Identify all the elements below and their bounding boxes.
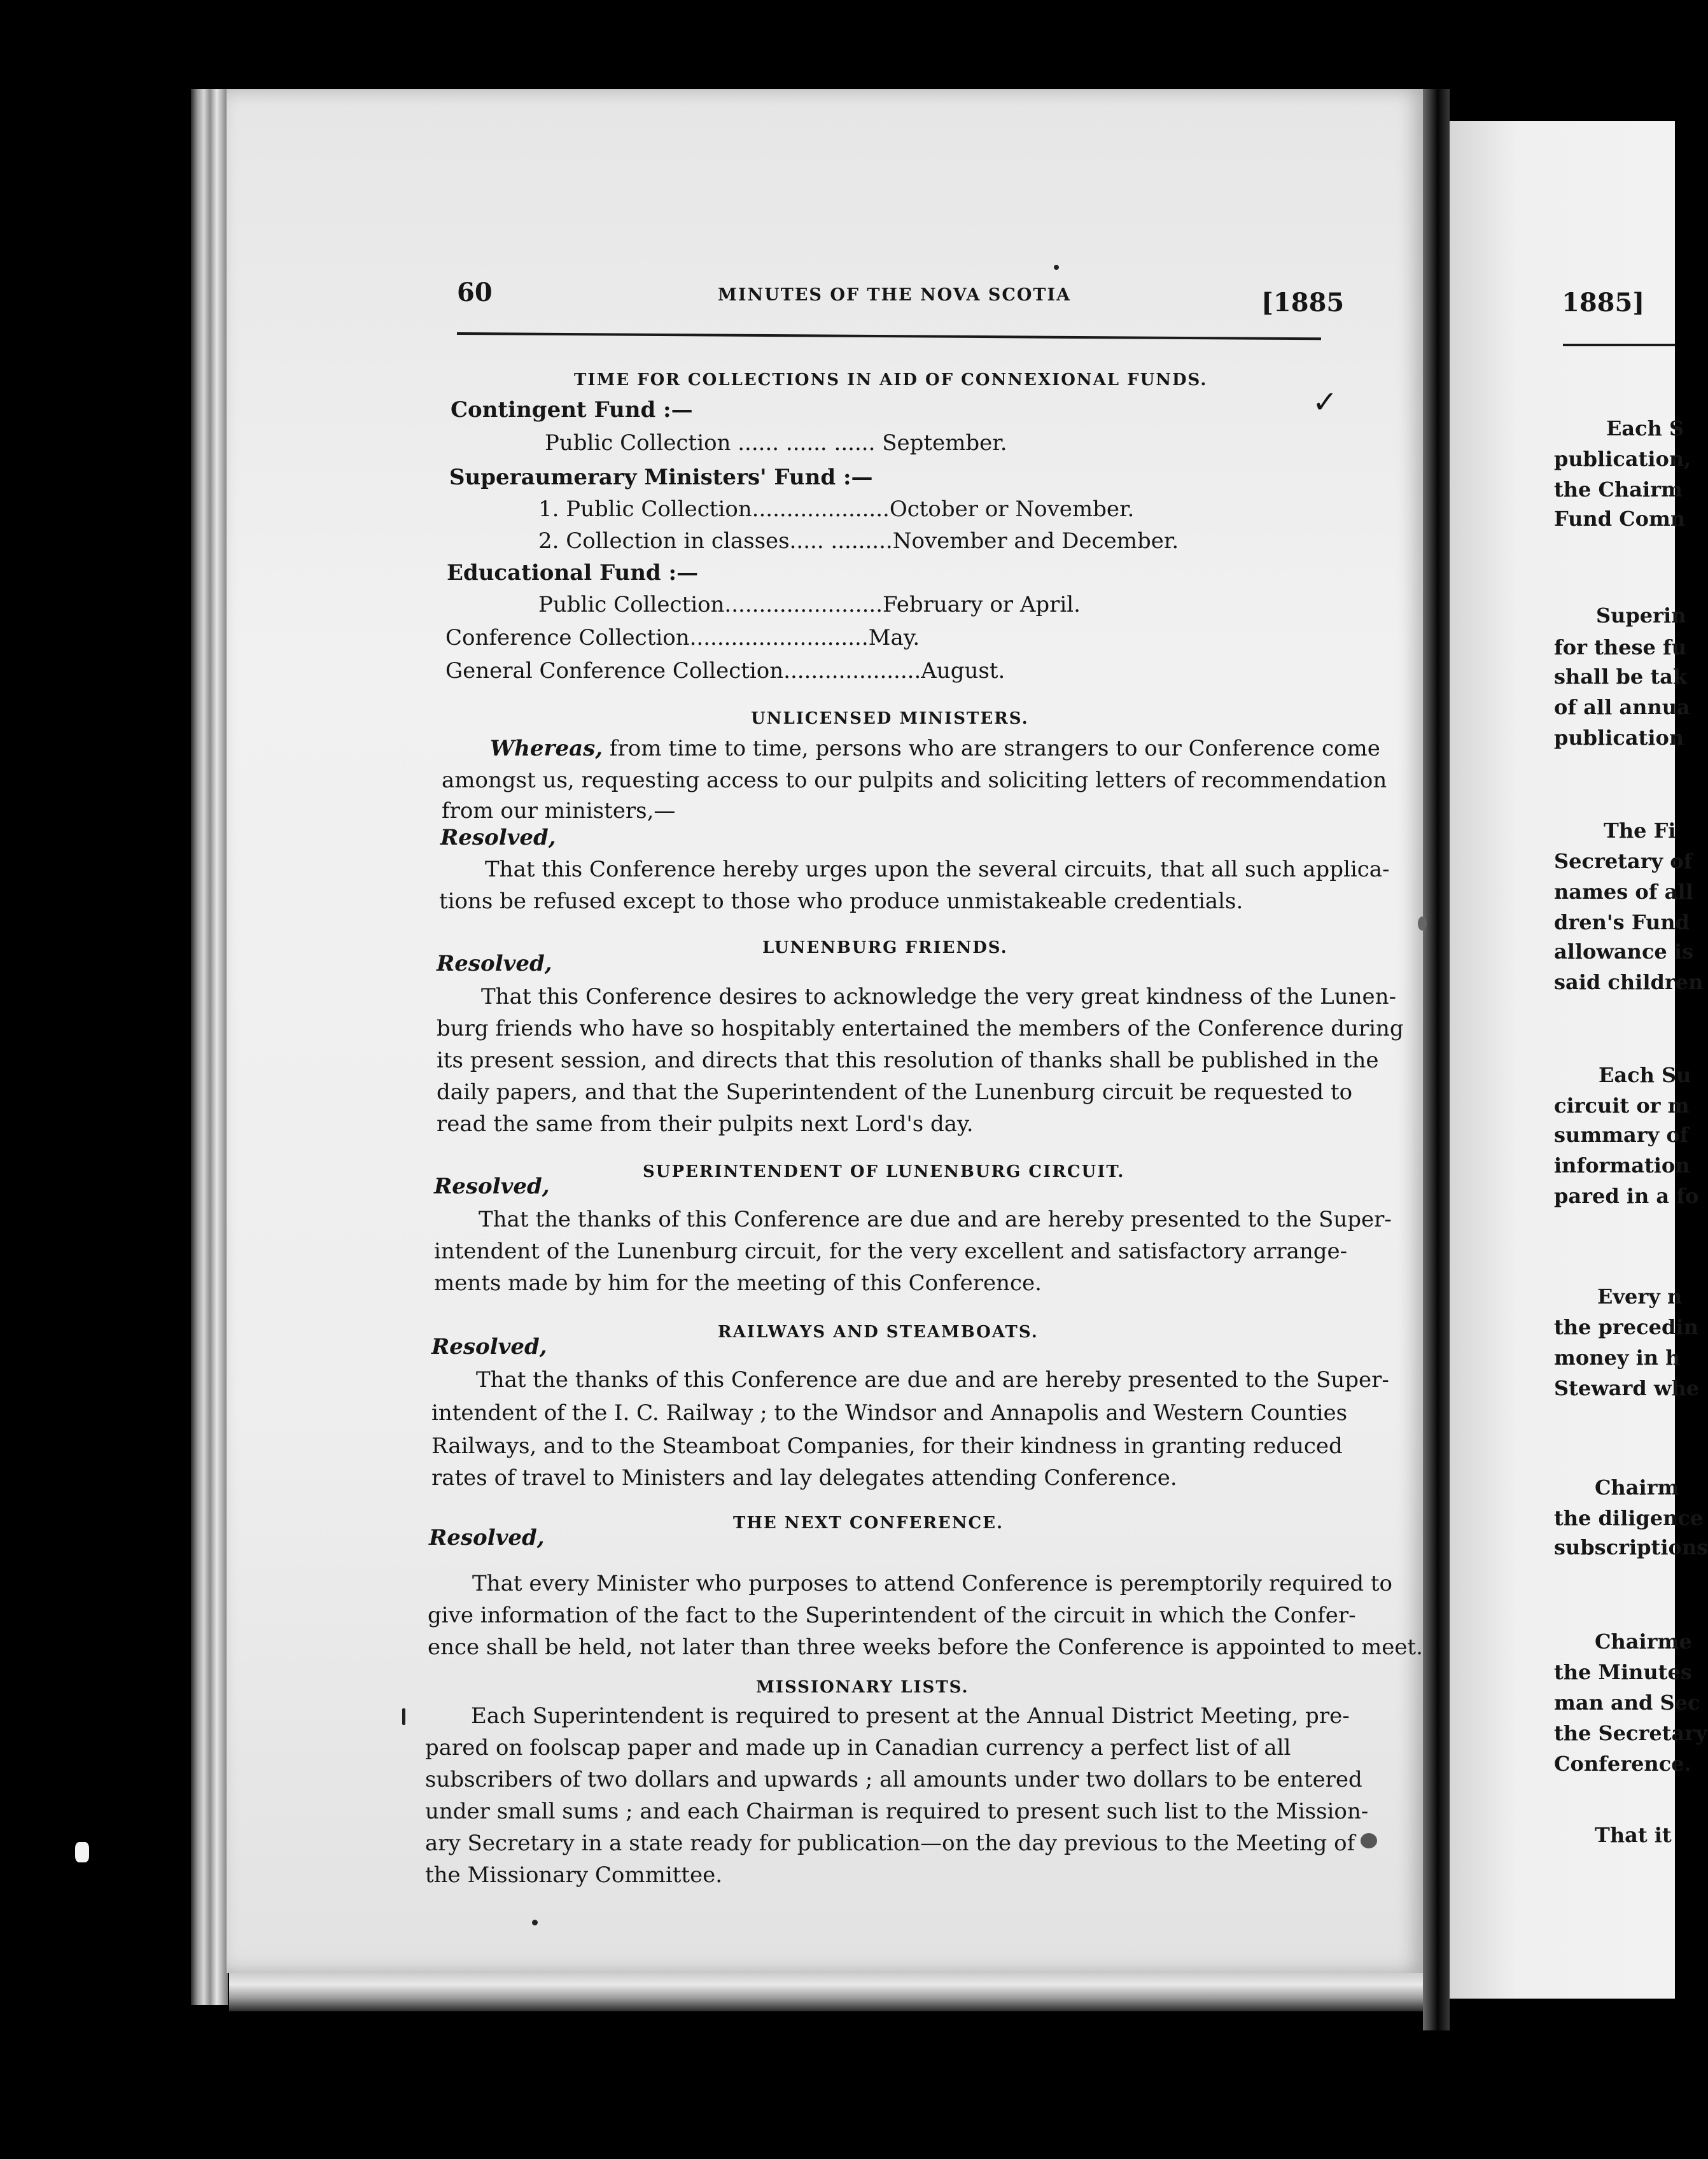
ink-speck (1054, 265, 1059, 270)
superintendent-line-2: intendent of the Lunenburg circuit, for the very excellent and satisfactory arrange- (434, 1239, 1348, 1264)
right-line: said children (1554, 970, 1704, 994)
resolved-label: Resolved, (434, 1174, 550, 1199)
railways-line-3: Railways, and to the Steamboat Companies, for their kindness in granting reduced (431, 1433, 1343, 1459)
right-line: the precedin (1554, 1315, 1698, 1339)
superannuary-fund-label: Superaumerary Ministers' Fund :— (449, 465, 873, 490)
lunenburg-line-5: read the same from their pulpits next Lord's day. (437, 1111, 974, 1137)
right-line: names of all (1554, 880, 1693, 904)
whereas-word: Whereas, (490, 736, 603, 761)
page-year: [1885 (1261, 288, 1345, 318)
right-line: the Minutes (1554, 1660, 1692, 1684)
lunenburg-line-3: its present session, and directs that this resolution of thanks shall be published in the (437, 1048, 1379, 1073)
right-line: allowance is (1554, 939, 1694, 964)
railways-line-1: That the thanks of this Conference are due and are hereby presented to the Super- (476, 1367, 1389, 1393)
right-line: That it (1595, 1823, 1672, 1847)
superintendent-heading: SUPERINTENDENT OF LUNENBURG CIRCUIT. (643, 1162, 1125, 1181)
right-line: man and Sec (1554, 1691, 1700, 1715)
contingent-public-collection: Public Collection ...... ...... ...... September. (545, 430, 1007, 456)
missionary-line-4: under small sums ; and each Chairman is required to present such list to the Mission- (425, 1799, 1369, 1824)
right-line: the diligence (1554, 1506, 1704, 1530)
collections-heading: TIME FOR COLLECTIONS IN AID OF CONNEXIONAL FUNDS. (574, 370, 1208, 390)
next-conference-line-3: ence shall be held, not later than three weeks before the Conference is appointed to meet. (428, 1635, 1423, 1660)
superannuary-item-2: 2. Collection in classes..... .........November and December. (538, 528, 1179, 554)
educational-public-collection: Public Collection.......................February or April. (538, 592, 1081, 617)
superintendent-line-1: That the thanks of this Conference are due and are hereby presented to the Super- (479, 1207, 1392, 1232)
resolved-label: Resolved, (431, 1334, 547, 1360)
unlicensed-line-3: from our ministers,— (442, 798, 676, 824)
right-line: money in h (1554, 1346, 1681, 1370)
scan-speck (75, 1842, 89, 1862)
right-page-year: 1885] (1562, 288, 1645, 318)
right-line: publication, (1554, 447, 1691, 471)
railways-line-2: intendent of the I. C. Railway ; to the Windsor and Annapolis and Western Counties (431, 1400, 1348, 1426)
right-line: shall be tak (1554, 665, 1688, 689)
unlicensed-line-4: That this Conference hereby urges upon the several circuits, that all such applica- (485, 857, 1390, 882)
next-conference-heading: THE NEXT CONFERENCE. (733, 1514, 1004, 1533)
unlicensed-line-2: amongst us, requesting access to our pulpits and soliciting letters of recommendation (442, 768, 1387, 793)
railways-heading: RAILWAYS AND STEAMBOATS. (718, 1323, 1039, 1342)
right-line: of all annua (1554, 695, 1690, 719)
missionary-line-1: Each Superintendent is required to present at the Annual District Meeting, pre- (471, 1703, 1350, 1729)
running-head: MINUTES OF THE NOVA SCOTIA (718, 285, 1072, 305)
right-line: Every n (1597, 1284, 1683, 1309)
right-line: The Fi (1604, 819, 1676, 843)
right-line: Steward whe (1554, 1376, 1700, 1400)
right-line: Each Su (1599, 1063, 1691, 1087)
right-line: Fund Comn (1554, 507, 1686, 531)
lunenburg-line-1: That this Conference desires to acknowledge the very great kindness of the Lunen- (481, 984, 1397, 1009)
missionary-line-3: subscribers of two dollars and upwards ; all amounts under two dollars to be entered (425, 1767, 1362, 1792)
lunenburg-line-4: daily papers, and that the Superintendent of the Lunenburg circuit be requested to (437, 1080, 1353, 1105)
unlicensed-line-1-text: from time to time, persons who are strangers to our Conference come (603, 736, 1380, 761)
conference-collection: Conference Collection..........................May. (445, 625, 920, 651)
right-line: circuit or m (1554, 1094, 1690, 1118)
page-number: 60 (457, 278, 493, 307)
book-page-edges (191, 89, 228, 2005)
resolved-label: Resolved, (429, 1525, 545, 1551)
right-line: Chairme (1595, 1629, 1692, 1654)
unlicensed-heading: UNLICENSED MINISTERS. (751, 709, 1029, 728)
contingent-fund-label: Contingent Fund :— (451, 397, 693, 423)
book-bottom-edges (229, 1967, 1425, 2011)
next-conference-line-1: That every Minister who purposes to attend Conference is peremptorily required to (472, 1571, 1393, 1596)
ink-speck (532, 1920, 538, 1925)
resolved-label: Resolved, (437, 951, 552, 976)
right-line: the Secretary (1554, 1721, 1707, 1745)
ink-speck (1361, 1833, 1377, 1848)
right-line: Secretary of (1554, 849, 1693, 873)
lunenburg-line-2: burg friends who have so hospitably entertained the members of the Conference during (437, 1016, 1404, 1041)
book-gutter (1423, 89, 1450, 2030)
right-line: for these fu (1554, 635, 1687, 659)
right-line: information (1554, 1153, 1690, 1178)
right-page (1450, 121, 1675, 1999)
missionary-line-6: the Missionary Committee. (425, 1862, 723, 1888)
missionary-line-2: pared on foolscap paper and made up in Canadian currency a perfect list of all (425, 1735, 1291, 1761)
unlicensed-line-5: tions be refused except to those who produce unmistakeable credentials. (439, 889, 1243, 914)
right-line: pared in a fo (1554, 1184, 1699, 1208)
right-line: subscriptions (1554, 1535, 1708, 1559)
educational-fund-label: Educational Fund :— (447, 560, 699, 586)
superannuary-item-1: 1. Public Collection....................October or November. (538, 496, 1135, 522)
railways-line-4: rates of travel to Ministers and lay delegates attending Conference. (431, 1465, 1177, 1491)
right-line: the Chairm (1554, 477, 1683, 502)
ink-speck (1418, 917, 1427, 931)
right-line: dren's Fund (1554, 910, 1690, 934)
resolved-label: Resolved, (440, 825, 556, 850)
lunenburg-heading: LUNENBURG FRIENDS. (762, 938, 1008, 957)
right-line: Superin (1596, 603, 1686, 628)
right-line: Conference. (1554, 1752, 1691, 1776)
general-conference-collection: General Conference Collection....................August. (445, 658, 1005, 684)
missionary-line-5: ary Secretary in a state ready for publication—on the day previous to the Meeting of (425, 1831, 1355, 1856)
right-line: publication (1554, 726, 1684, 750)
right-line: Each S (1606, 416, 1684, 440)
right-line: Chairm (1595, 1475, 1679, 1500)
check-mark-icon: ✓ (1312, 384, 1338, 420)
missionary-heading: MISSIONARY LISTS. (756, 1678, 969, 1697)
right-header-rule (1563, 344, 1675, 346)
superintendent-line-3: ments made by him for the meeting of this Conference. (434, 1270, 1042, 1296)
right-line: summary of (1554, 1123, 1689, 1147)
unlicensed-line-1 (490, 736, 1380, 761)
next-conference-line-2: give information of the fact to the Superintendent of the circuit in which the Confer- (428, 1603, 1356, 1628)
ink-speck (402, 1708, 405, 1725)
